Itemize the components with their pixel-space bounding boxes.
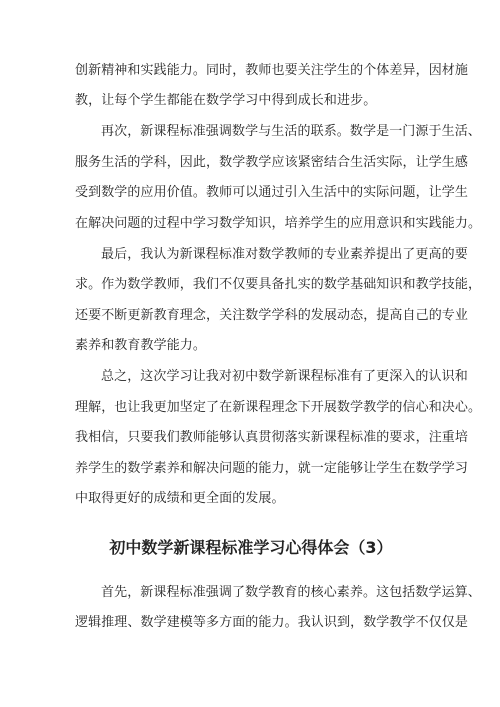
- paragraph-4-line-5: 中取得更好的成绩和更全面的发展。: [75, 491, 285, 506]
- paragraph-3-line-1: 最后，我认为新课程标准对数学教师的专业素养提出了更高的要: [101, 247, 468, 262]
- paragraph-4-line-4: 养学生的数学素养和解决问题的能力，就一定能够让学生在数学学习: [75, 461, 469, 476]
- section-heading: 初中数学新课程标准学习心得体会（3）: [109, 538, 393, 557]
- paragraph-5-line-2: 逻辑推理、数学建模等多方面的能力。我认识到，数学教学不仅仅是: [75, 615, 469, 630]
- paragraph-2-line-3: 受到数学的应用价值。教师可以通过引入生活中的实际问题，让学生: [75, 185, 469, 200]
- paragraph-3-line-2: 求。作为数学教师，我们不仅要具备扎实的数学基础知识和教学技能，: [75, 277, 482, 292]
- paragraph-3-line-3: 还要不断更新教育理念，关注数学学科的发展动态，提高自己的专业: [75, 308, 469, 323]
- paragraph-4-line-2: 理解，也让我更加坚定了在新课程理念下开展数学教学的信心和决心。: [75, 400, 482, 415]
- paragraph-1-line-1: 创新精神和实践能力。同时，教师也要关注学生的个体差异，因材施: [75, 63, 469, 78]
- paragraph-4-line-1: 总之，这次学习让我对初中数学新课程标准有了更深入的认识和: [101, 369, 468, 384]
- paragraph-2-line-1: 再次，新课程标准强调数学与生活的联系。数学是一门源于生活、: [101, 124, 481, 139]
- paragraph-1-line-2: 教，让每个学生都能在数学学习中得到成长和进步。: [75, 93, 377, 108]
- paragraph-4-line-3: 我相信，只要我们教师能够认真贯彻落实新课程标准的要求，注重培: [75, 430, 469, 445]
- paragraph-3-line-4: 素养和教育教学能力。: [75, 338, 207, 353]
- paragraph-2-line-2: 服务生活的学科，因此，数学教学应该紧密结合生活实际，让学生感: [75, 155, 469, 170]
- paragraph-2-line-4: 在解决问题的过程中学习数学知识，培养学生的应用意识和实践能力。: [75, 216, 482, 231]
- paragraph-5-line-1: 首先，新课程标准强调了数学教育的核心素养。这包括数学运算、: [101, 585, 481, 600]
